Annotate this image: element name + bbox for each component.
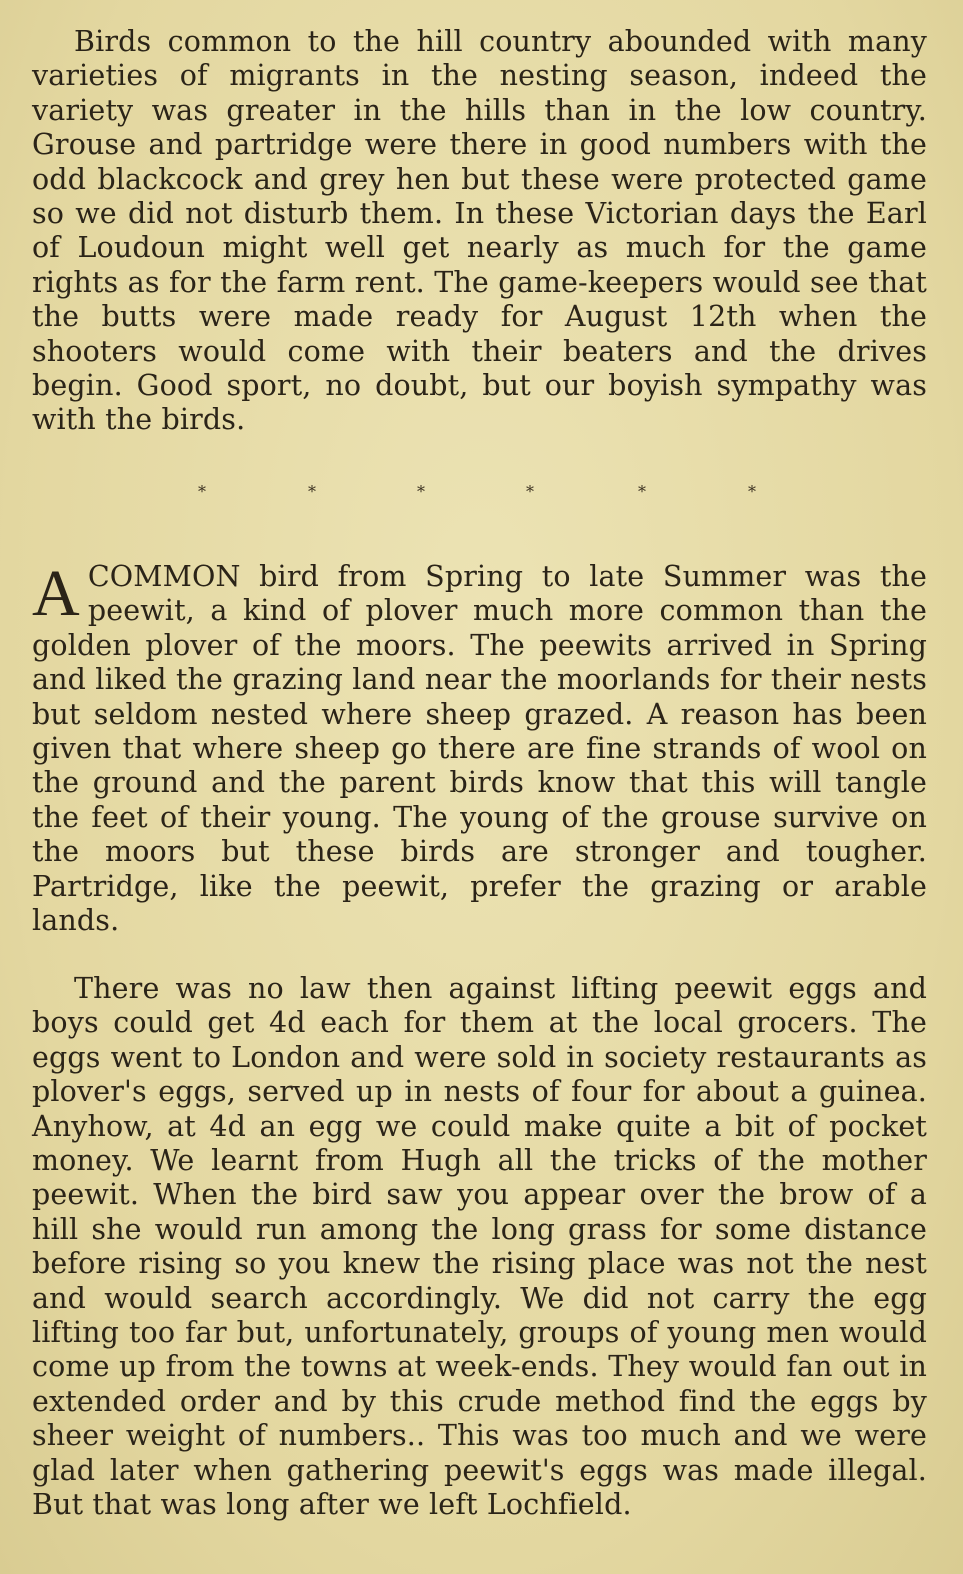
separator-star: * <box>526 482 534 501</box>
separator-star: * <box>638 482 646 501</box>
paragraph-peewit-text: COMMON bird from Spring to late Summer was the peewit, a kind of plover much more common than the golden plover of the moors. The peewits arrived in Spring and liked the grazing land near the moorlands for their nests but seldom nested where sheep grazed. A reason has been given that where sheep go there are fine strands of wool on the ground and the parent birds know that this will tangle the feet of their young. The young of the grouse survive on the moors but these birds are stronger and tougher. Partridge, like the peewit, prefer the grazing or arable lands. <box>32 560 927 938</box>
separator-star: * <box>417 482 425 501</box>
separator-star: * <box>198 482 206 501</box>
paragraph-birds-hill-country: Birds common to the hill country abounded with many varieties of migrants in the nesting season, indeed the variety was greater in the hills than in the low country. Grouse and partridge were there in good numbers with the odd blackcock and grey hen but these were protected game so we did not disturb them. In these Victorian days the Earl of Loudoun might well get nearly as much for the game rights as for the farm rent. The game-keepers would see that the butts were made ready for August 12th when the shooters would come with their beaters and the drives begin. Good sport, no doubt, but our boyish sympathy was with the birds. <box>32 25 927 437</box>
drop-cap: A <box>32 557 80 630</box>
separator-star: * <box>748 482 756 501</box>
section-separator <box>160 484 800 504</box>
paragraph-peewit <box>32 557 927 938</box>
separator-star: * <box>308 482 316 501</box>
paragraph-peewit-eggs: There was no law then against lifting peewit eggs and boys could get 4d each for them at the local grocers. The eggs went to London and were sold in society restaurants as plover's eggs, served up in nests of four for about a guinea. Anyhow, at 4d an egg we could make quite a bit of pocket money. We learnt from Hugh all the tricks of the mother peewit. When the bird saw you appear over the brow of a hill she would run among the long grass for some distance before rising so you knew the rising place was not the nest and would search accordingly. We did not carry the egg lifting too far but, unfortunately, groups of young men would come up from the towns at week-ends. They would fan out in extended order and by this crude method find the eggs by sheer weight of numbers.. This was too much and we were glad later when gathering peewit's eggs was made illegal. But that was long after we left Lochfield. <box>32 972 927 1522</box>
